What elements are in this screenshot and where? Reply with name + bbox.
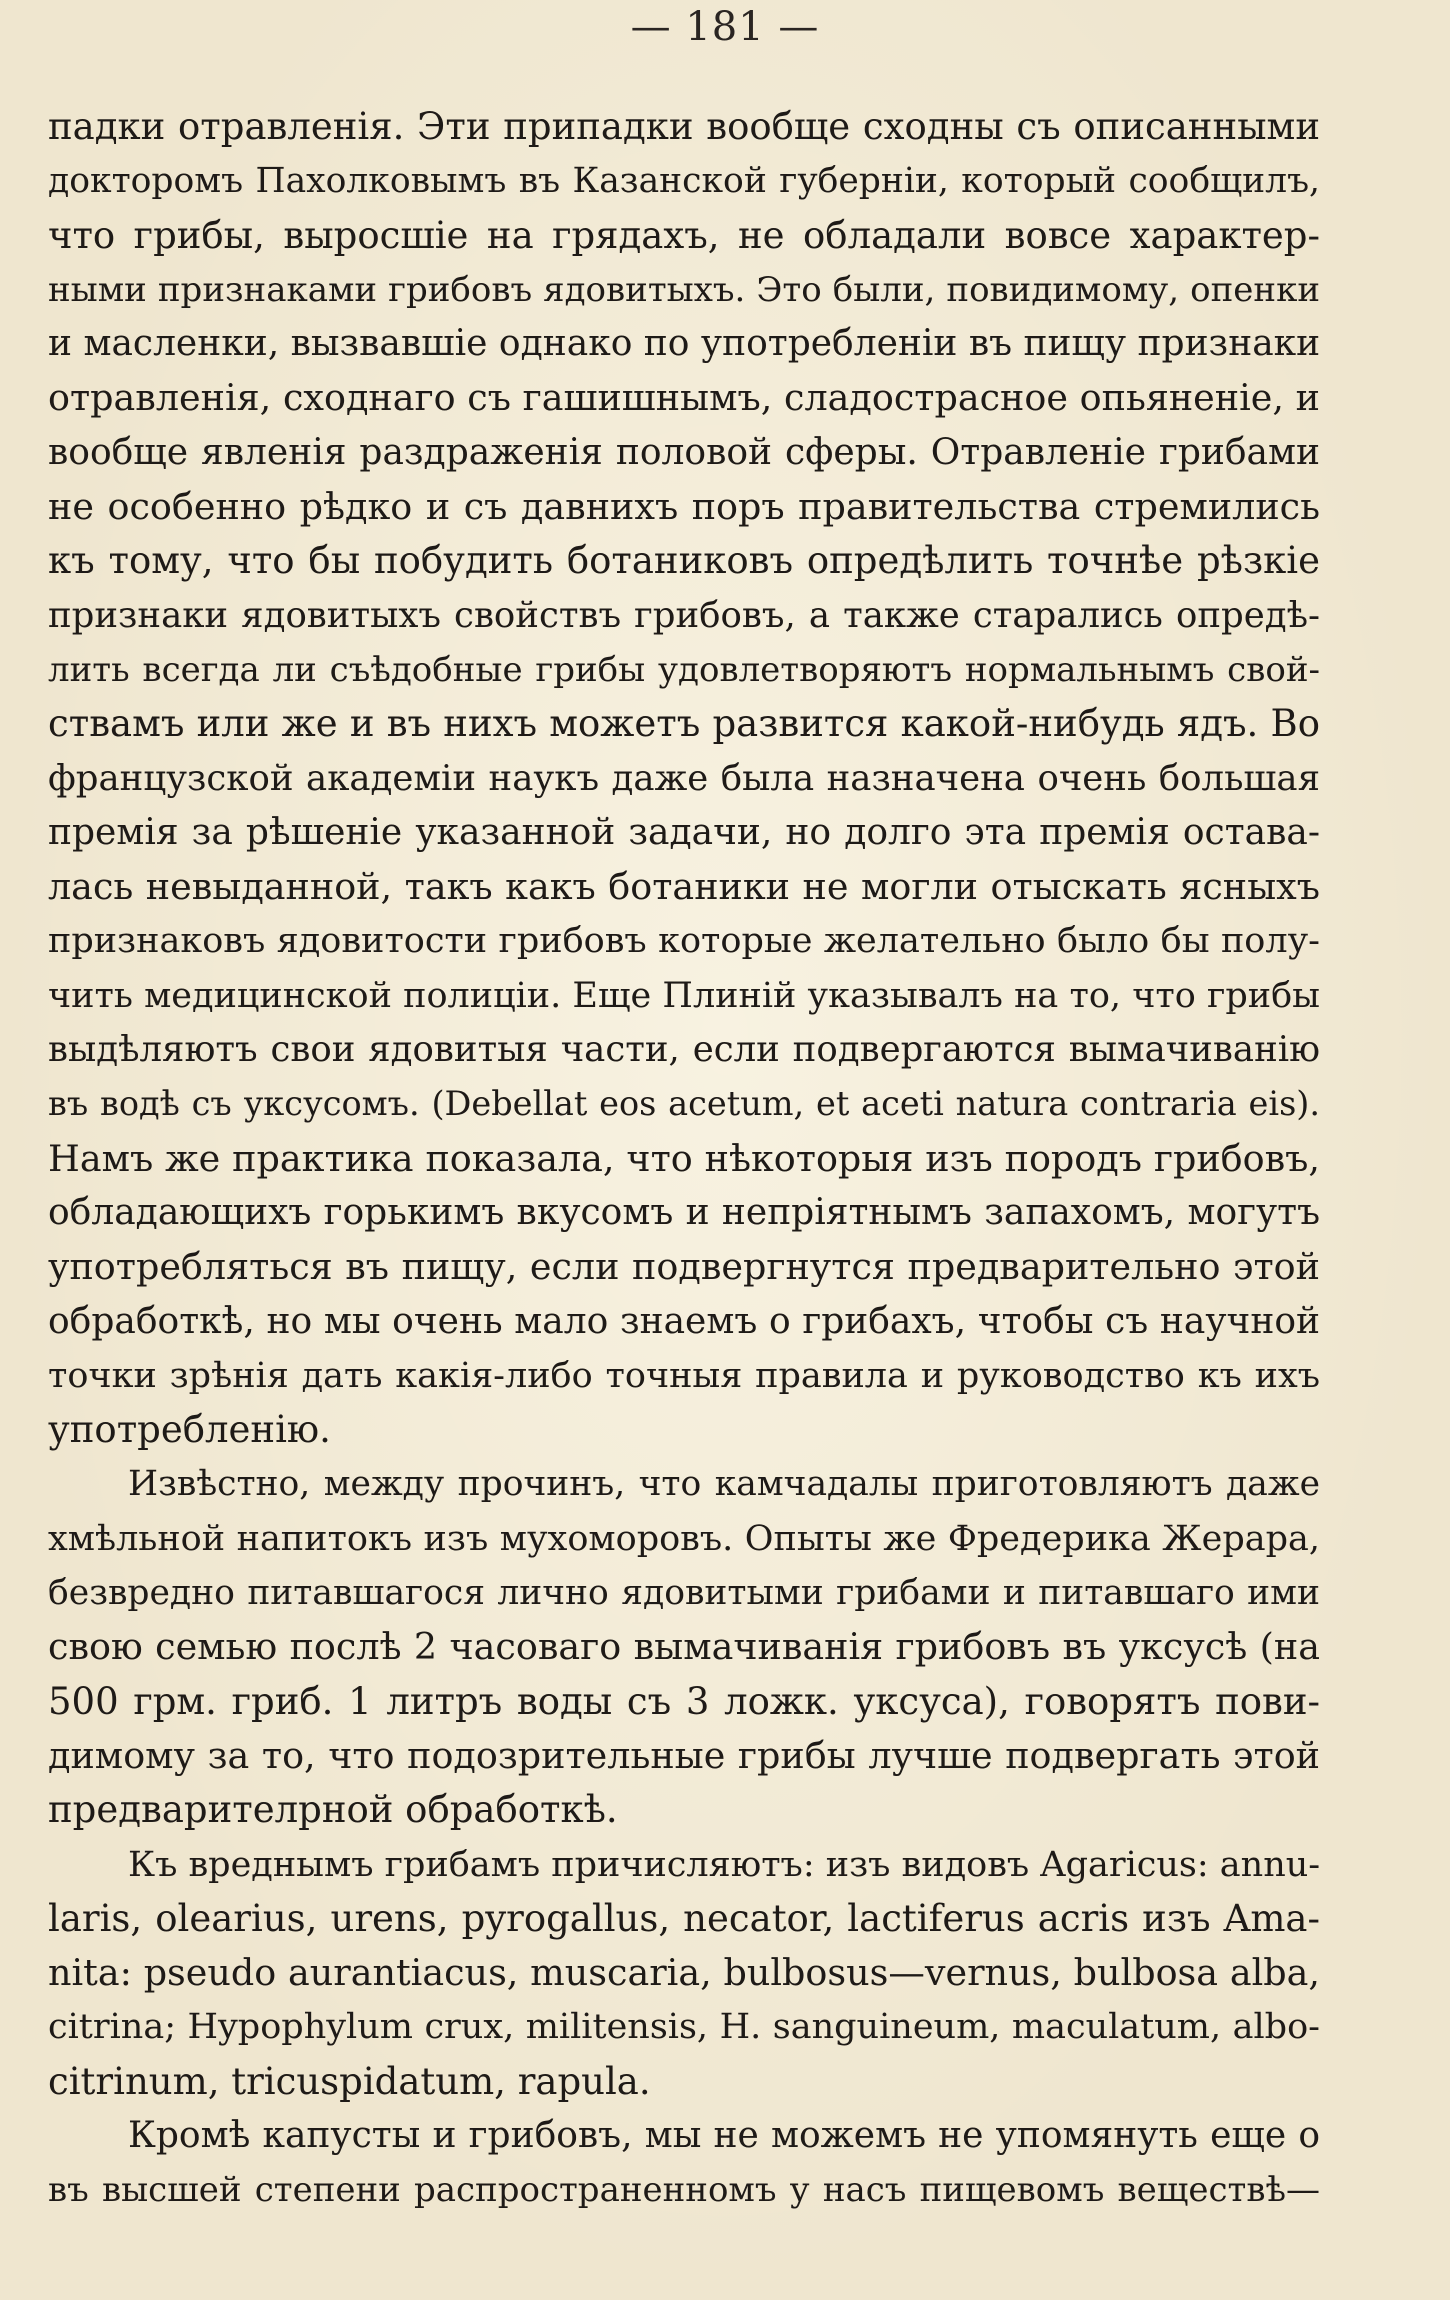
text-line: премія за рѣшеніе указанной задачи, но долго эта премія остава- [48, 811, 1320, 853]
text-line: къ тому, что бы побудить ботаниковъ опредѣлить точнѣе рѣзкіе [48, 539, 1320, 583]
text-line: признаковъ ядовитости грибовъ которые желательно было бы полу- [48, 921, 1320, 962]
text-line: 500 грм. гриб. 1 литръ воды съ 3 ложк. уксуса), говорятъ пови- [48, 1679, 1320, 1723]
text-line: лить всегда ли съѣдобные грибы удовлетворяютъ нормальнымъ свой- [48, 649, 1320, 690]
text-line: Намъ же практика показала, что нѣкоторыя изъ породъ грибовъ, [48, 1136, 1320, 1180]
text-line: хмѣльной напитокъ изъ мухоморовъ. Опыты же Фредерика Жерара, [48, 1518, 1320, 1559]
text-line: отравленія, сходнаго съ гашишнымъ, сладострасное опьяненіе, и [48, 376, 1320, 420]
body-text [48, 100, 1320, 2218]
text-line: въ высшей степени распространенномъ у насъ пищевомъ веществѣ— [48, 2170, 1320, 2211]
text-line: не особенно рѣдко и съ давнихъ поръ правительства стремились [48, 485, 1320, 529]
text-line: вообще явленія раздраженія половой сферы. Отравленіе грибами [48, 431, 1320, 473]
text-line: ствамъ или же и въ нихъ можетъ развится какой-нибудь ядъ. Во [48, 702, 1320, 746]
text-line: чить медицинской полиціи. Еще Плиній указывалъ на то, что грибы [48, 975, 1320, 1016]
text-line: лась невыданной, такъ какъ ботаники не могли отыскать ясныхъ [48, 865, 1320, 909]
text-line: citrinum, tricuspidatum, rapula. [48, 2059, 651, 2103]
text-line: димому за то, что подозрительные грибы лучше подвергать этой [48, 1733, 1320, 1777]
text-line: обладающихъ горькимъ вкусомъ и непріятнымъ запахомъ, могутъ [48, 1191, 1320, 1233]
text-line: citrina; Hypophylum crux, militensis, H. sanguineum, maculatum, albo- [48, 2007, 1320, 2048]
text-line: употребляться въ пищу, если подвергнутся предварительно этой [48, 1245, 1320, 1289]
text-line: французской академіи наукъ даже была назначена очень большая [48, 757, 1320, 799]
text-line: падки отравленія. Эти припадки вообще сходны съ описанными [48, 105, 1320, 148]
text-line: употребленію. [48, 1408, 331, 1452]
text-line: laris, olearius, urens, pyrogallus, necator, lactiferus acris изъ Ama- [48, 1896, 1320, 1940]
text-line: и масленки, вызвавшіе однако по употребленіи въ пищу признаки [48, 323, 1320, 365]
text-line: выдѣляютъ свои ядовитыя части, если подвергаются вымачиванію [48, 1029, 1320, 1071]
text-line: свою семью послѣ 2 часоваго вымачиванія грибовъ въ уксусѣ (на [48, 1625, 1320, 1669]
text-line: что грибы, выросшіе на грядахъ, не обладали вовсе характер- [48, 213, 1320, 257]
text-line: nita: pseudo aurantiacus, muscaria, bulbosus—vernus, bulbosa alba, [48, 1951, 1320, 1995]
text-line: предварителрной обработкѣ. [48, 1788, 618, 1832]
text-line: ными признаками грибовъ ядовитыхъ. Это были, повидимому, опенки [48, 269, 1320, 310]
text-line: Кромѣ капусты и грибовъ, мы не можемъ не упомянуть еще о [128, 2114, 1320, 2156]
text-line: обработкѣ, но мы очень мало знаемъ о грибахъ, чтобы съ научной [48, 1300, 1320, 1342]
text-line: Извѣстно, между прочинъ, что камчадалы приготовляютъ даже [128, 1464, 1320, 1505]
text-line: въ водѣ съ уксусомъ. (Debellat eos acetum, et aceti natura contraria eis). [48, 1084, 1320, 1124]
page-number: — 181 — [630, 4, 820, 50]
text-line: точки зрѣнія дать какія-либо точныя правила и руководство къ ихъ [48, 1355, 1320, 1396]
text-line: докторомъ Пахолковымъ въ Казанской губерніи, который сообщилъ, [48, 161, 1320, 202]
text-line: Къ вреднымъ грибамъ причисляютъ: изъ видовъ Agaricus: annu- [128, 1844, 1320, 1885]
text-line: безвредно питавшагося лично ядовитыми грибами и питавшаго ими [48, 1573, 1320, 1614]
text-line: признаки ядовитыхъ свойствъ грибовъ, а также старались опредѣ- [48, 594, 1320, 636]
